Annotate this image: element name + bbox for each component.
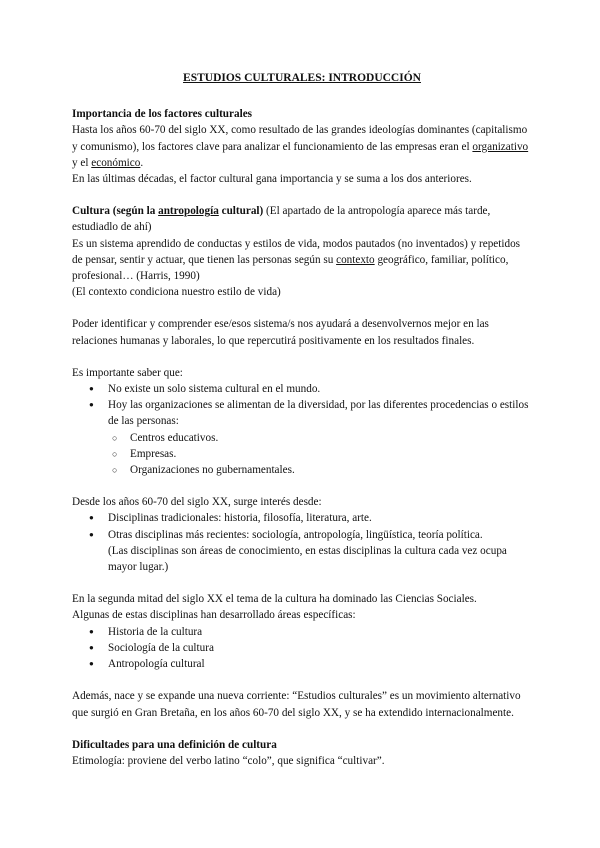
sub-list-item: ○ Empresas.	[72, 446, 532, 462]
text-run: geográfico, familiar, político, profesional… (Harris, 1990)	[72, 253, 509, 283]
bullet-list	[72, 510, 532, 575]
list-item-text: Hoy las organizaciones se alimentan de la diversidad, por las diferentes procedencias o estilos de las personas:	[108, 399, 529, 428]
underlined-term: organizativo	[472, 140, 529, 153]
paragraph	[72, 203, 532, 235]
underlined-term: económico	[91, 156, 141, 169]
section-culture-definition	[72, 203, 532, 300]
paragraph: Es importante saber que:	[72, 366, 183, 379]
section-definition-difficulties	[72, 737, 532, 769]
document-page	[72, 70, 532, 769]
heading-note: (El apartado de la antropología aparece más tarde, estudiadlo de ahí)	[72, 205, 491, 234]
text-run: .	[140, 156, 144, 169]
section-disciplines	[72, 494, 532, 575]
text-run: y el	[72, 156, 92, 169]
paragraph	[72, 236, 532, 285]
text-run: cultural)	[218, 205, 264, 218]
list-item-text: Disciplinas tradicionales: historia, filosofía, literatura, arte.	[108, 512, 372, 525]
paragraph: Desde los años 60-70 del siglo XX, surge interés desde:	[72, 496, 322, 509]
paragraph: En las últimas décadas, el factor cultural gana importancia y se suma a los dos anteriores.	[72, 173, 472, 186]
list-item-note: (Las disciplinas son áreas de conocimiento, en estas disciplinas la cultura cada vez ocupa mayor lugar.)	[108, 544, 507, 574]
list-item-text: Otras disciplinas más recientes: sociología, antropología, lingüística, teoría política.	[108, 528, 483, 541]
paragraph-cultural-studies: Además, nace y se expande una nueva corriente: “Estudios culturales” es un movimiento alternativo que surgió en Gran Bretaña, en los años 60-70 del siglo XX, y se ha extendido internacionalmente.	[72, 690, 521, 719]
bullet-list	[72, 624, 532, 673]
section-heading: Dificultades para una definición de cultura	[72, 738, 277, 751]
paragraph: (El contexto condiciona nuestro estilo de vida)	[72, 286, 281, 299]
section-social-sciences	[72, 591, 532, 672]
underlined-term: antropología	[158, 205, 219, 218]
paragraph: Etimología: proviene del verbo latino “colo”, que significa “cultivar”.	[72, 754, 385, 767]
list-item	[72, 510, 532, 526]
sub-list	[108, 430, 532, 479]
list-item	[72, 397, 532, 478]
paragraph	[72, 122, 532, 171]
text-run: Hasta los años 60-70 del siglo XX, como resultado de las grandes ideologías dominantes (capitalismo y comunismo), los factores clave para analizar el funcionamiento de las empresas eran el	[72, 124, 528, 153]
list-item-text: No existe un solo sistema cultural en el mundo.	[108, 383, 321, 396]
sub-list-item: ○ Centros educativos.	[72, 430, 532, 446]
text-run: Cultura (según la	[72, 205, 159, 218]
paragraph: Algunas de estas disciplinas han desarrollado áreas específicas:	[72, 609, 356, 622]
section-heading	[72, 205, 263, 217]
underlined-term: contexto	[336, 253, 375, 266]
sub-list-item: ○ Organizaciones no gubernamentales.	[72, 462, 532, 478]
section-heading: Importancia de los factores culturales	[72, 108, 253, 121]
section-important-to-know	[72, 365, 532, 478]
paragraph: En la segunda mitad del siglo XX el tema de la cultura ha dominado las Ciencias Sociales.	[72, 593, 477, 606]
list-item: ● Antropología cultural	[72, 656, 532, 672]
paragraph-identify: Poder identificar y comprender ese/esos sistema/s nos ayudará a desenvolvernos mejor en las relaciones humanas y laborales, lo que repercutirá positivamente en los resultados finales.	[72, 318, 489, 347]
bullet-list	[72, 381, 532, 478]
list-item	[72, 381, 532, 397]
list-item: ● Historia de la cultura	[72, 624, 532, 640]
document-title: ESTUDIOS CULTURALES: INTRODUCCIÓN	[183, 72, 421, 84]
section-importance	[72, 106, 532, 187]
text-run: Es un sistema aprendido de conductas y estilos de vida, modos pautados (no inventados) y repetidos de pensar, sentir y actuar, que tienen las personas según su	[72, 237, 521, 266]
list-item	[72, 527, 532, 576]
list-item: ● Sociología de la cultura	[72, 640, 532, 656]
